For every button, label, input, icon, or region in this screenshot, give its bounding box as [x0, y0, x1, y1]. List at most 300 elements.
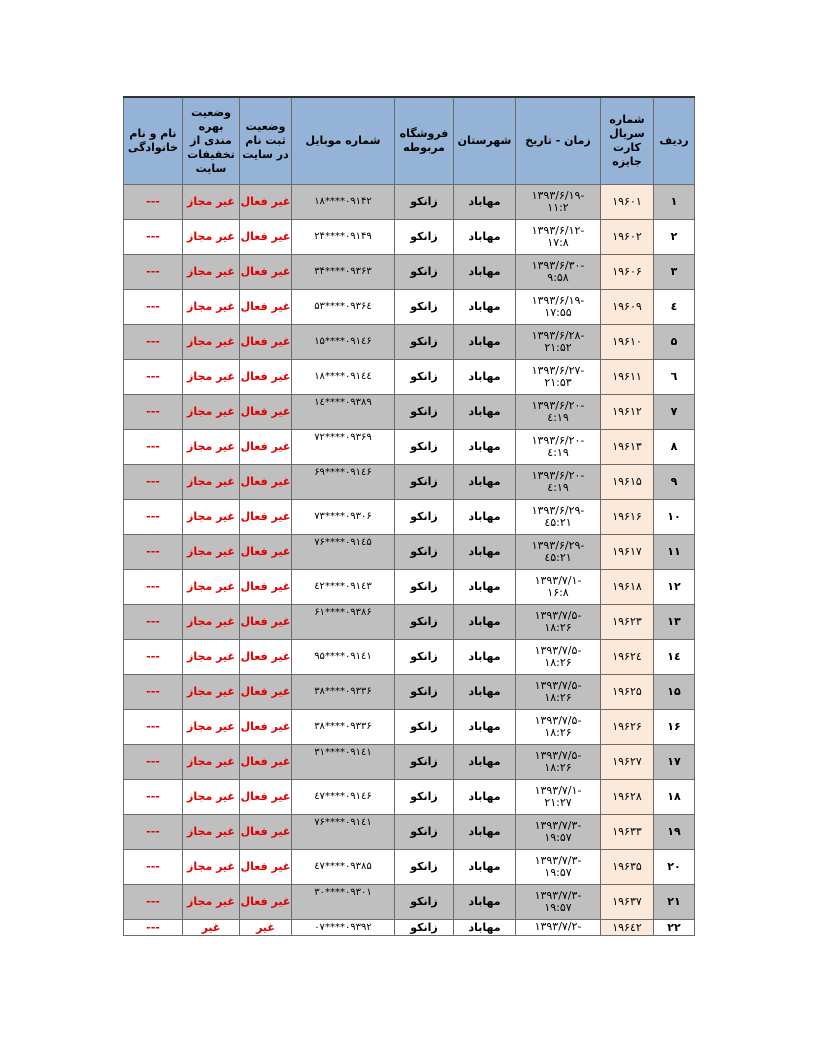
datetime-cell — [516, 675, 601, 710]
mobile-mobile-text: ۰۹۱٤٤****۱۸ — [314, 371, 372, 382]
row-number-cell — [654, 605, 695, 640]
benefit-status-benefit-text: غیر مجاز — [187, 825, 235, 838]
datetime-date-text: -۱۳۹۳/۷/۵ — [534, 609, 582, 622]
city-cell — [454, 535, 516, 570]
full-name-name-text: --- — [146, 921, 160, 934]
row-number-row-text: ۲۱ — [667, 895, 681, 908]
mobile-cell — [292, 220, 395, 255]
mobile-cell — [292, 675, 395, 710]
benefit-status-cell — [183, 395, 240, 430]
mobile-mobile-text: ۰۹۱٤۳****٤۲ — [314, 581, 372, 592]
full-name-name-text: --- — [146, 300, 160, 313]
mobile-mobile-text: ۰۹۱٤۶****۱۵ — [314, 336, 372, 347]
datetime-time-text: ۱۸:۲۶ — [544, 621, 572, 634]
full-name-cell — [124, 360, 183, 395]
registration-status-cell — [240, 570, 292, 605]
header-row-number: ردیف — [654, 97, 695, 185]
row-number-row-text: ۲۰ — [667, 860, 681, 873]
prize-card-table — [123, 96, 695, 936]
datetime-cell — [516, 745, 601, 780]
datetime-date-text: -۱۳۹۳/۶/۳۰ — [531, 259, 585, 272]
table-row — [124, 360, 695, 395]
mobile-cell — [292, 500, 395, 535]
registration-status-reg-text: غیر فعال — [240, 335, 291, 348]
store-store-text: زانکو — [410, 685, 438, 698]
registration-status-reg-text: غیر فعال — [240, 440, 291, 453]
city-city-text: مهاباد — [468, 230, 501, 243]
serial-cell — [601, 395, 654, 430]
registration-status-cell — [240, 710, 292, 745]
full-name-cell — [124, 430, 183, 465]
datetime-time-text: ۱۸:۲۶ — [544, 656, 572, 669]
datetime-time-text: ۲۱:٤۵ — [544, 516, 572, 529]
row-number-cell — [654, 850, 695, 885]
datetime-date-text: -۱۳۹۳/۷/۱ — [534, 784, 582, 797]
registration-status-cell — [240, 500, 292, 535]
mobile-cell — [292, 430, 395, 465]
table-row — [124, 255, 695, 290]
mobile-mobile-text: ۰۹۳۶۹****۷۲ — [314, 432, 372, 443]
datetime-date-text: -۱۳۹۳/۷/۲ — [534, 920, 582, 933]
full-name-cell — [124, 640, 183, 675]
datetime-cell — [516, 430, 601, 465]
header-benefit-status: وضعیت بهره مندی از تخفیفات سایت — [183, 97, 240, 185]
datetime-time-text: ۱۱:۲ — [547, 201, 569, 214]
store-cell — [395, 500, 454, 535]
store-store-text: زانکو — [410, 895, 438, 908]
store-cell — [395, 850, 454, 885]
mobile-cell — [292, 780, 395, 815]
datetime-time-text: ۱۶:۸ — [547, 586, 569, 599]
store-cell — [395, 710, 454, 745]
benefit-status-cell — [183, 325, 240, 360]
row-number-cell — [654, 745, 695, 780]
header-store: فروشگاه مربوطه — [395, 97, 454, 185]
header-registration-status: وضعیت ثبت نام در سایت — [240, 97, 292, 185]
serial-cell — [601, 605, 654, 640]
store-store-text: زانکو — [410, 650, 438, 663]
benefit-status-cell — [183, 745, 240, 780]
row-number-cell — [654, 815, 695, 850]
benefit-status-benefit-text: غیر مجاز — [187, 545, 235, 558]
serial-serial-text: ۱۹۶۱۱ — [612, 370, 642, 383]
full-name-name-text: --- — [146, 615, 160, 628]
row-number-row-text: ۱۰ — [667, 510, 681, 523]
mobile-cell — [292, 885, 395, 920]
store-cell — [395, 815, 454, 850]
registration-status-reg-text: غیر فعال — [240, 265, 291, 278]
registration-status-reg-text: غیر فعال — [240, 230, 291, 243]
full-name-cell — [124, 185, 183, 220]
full-name-name-text: --- — [146, 405, 160, 418]
full-name-cell — [124, 885, 183, 920]
store-store-text: زانکو — [410, 230, 438, 243]
full-name-name-text: --- — [146, 860, 160, 873]
table-row — [124, 570, 695, 605]
row-number-cell — [654, 325, 695, 360]
row-number-cell — [654, 920, 695, 936]
store-store-text: زانکو — [410, 265, 438, 278]
benefit-status-benefit-text: غیر مجاز — [187, 685, 235, 698]
registration-status-reg-text: غیر فعال — [240, 720, 291, 733]
full-name-cell — [124, 290, 183, 325]
full-name-cell — [124, 605, 183, 640]
serial-cell — [601, 815, 654, 850]
city-city-text: مهاباد — [468, 475, 501, 488]
datetime-time-text: ۲۱:۵۲ — [544, 341, 572, 354]
registration-status-reg-text: غیر فعال — [240, 475, 291, 488]
city-city-text: مهاباد — [468, 895, 501, 908]
city-city-text: مهاباد — [468, 921, 501, 934]
city-cell — [454, 885, 516, 920]
benefit-status-cell — [183, 605, 240, 640]
store-cell — [395, 640, 454, 675]
benefit-status-benefit-text: غیر — [201, 921, 221, 934]
store-store-text: زانکو — [410, 615, 438, 628]
row-number-cell — [654, 780, 695, 815]
registration-status-reg-text: غیر — [256, 921, 275, 934]
registration-status-reg-text: غیر فعال — [240, 860, 291, 873]
city-cell — [454, 780, 516, 815]
datetime-cell — [516, 815, 601, 850]
city-cell — [454, 395, 516, 430]
city-cell — [454, 465, 516, 500]
full-name-name-text: --- — [146, 545, 160, 558]
table-row — [124, 465, 695, 500]
full-name-name-text: --- — [146, 720, 160, 733]
serial-serial-text: ۱۹۶۳۷ — [612, 895, 642, 908]
full-name-cell — [124, 710, 183, 745]
serial-serial-text: ۱۹۶۱۸ — [612, 580, 642, 593]
benefit-status-benefit-text: غیر مجاز — [187, 580, 235, 593]
registration-status-cell — [240, 290, 292, 325]
city-city-text: مهاباد — [468, 440, 501, 453]
datetime-date-text: -۱۳۹۳/۷/۵ — [534, 714, 582, 727]
serial-cell — [601, 290, 654, 325]
full-name-name-text: --- — [146, 195, 160, 208]
registration-status-cell — [240, 185, 292, 220]
datetime-date-text: -۱۳۹۳/۶/۱۹ — [531, 294, 585, 307]
table-row — [124, 290, 695, 325]
city-cell — [454, 850, 516, 885]
datetime-date-text: -۱۳۹۳/۷/۵ — [534, 679, 582, 692]
store-store-text: زانکو — [410, 300, 438, 313]
datetime-cell — [516, 465, 601, 500]
registration-status-cell — [240, 465, 292, 500]
row-number-cell — [654, 220, 695, 255]
store-cell — [395, 780, 454, 815]
table-row — [124, 885, 695, 920]
registration-status-reg-text: غیر فعال — [240, 650, 291, 663]
datetime-date-text: -۱۳۹۳/۶/۲۰ — [531, 434, 585, 447]
row-number-cell — [654, 360, 695, 395]
datetime-cell — [516, 535, 601, 570]
full-name-cell — [124, 815, 183, 850]
store-store-text: زانکو — [410, 370, 438, 383]
header-serial: شماره سریال کارت جایزه — [601, 97, 654, 185]
serial-serial-text: ۱۹۶۲۳ — [612, 615, 642, 628]
serial-cell — [601, 430, 654, 465]
store-cell — [395, 745, 454, 780]
full-name-name-text: --- — [146, 895, 160, 908]
store-cell — [395, 605, 454, 640]
serial-cell — [601, 535, 654, 570]
row-number-row-text: ٦ — [670, 370, 678, 383]
datetime-cell — [516, 395, 601, 430]
benefit-status-benefit-text: غیر مجاز — [187, 230, 235, 243]
store-store-text: زانکو — [410, 545, 438, 558]
city-city-text: مهاباد — [468, 405, 501, 418]
full-name-cell — [124, 920, 183, 936]
registration-status-cell — [240, 640, 292, 675]
mobile-mobile-text: ۰۹۱٤۱****۷۶ — [314, 817, 372, 828]
row-number-row-text: ۱۸ — [667, 790, 681, 803]
store-store-text: زانکو — [410, 825, 438, 838]
serial-serial-text: ۱۹۶۱۵ — [612, 475, 642, 488]
datetime-time-text: ۲۱:۵۳ — [544, 376, 572, 389]
full-name-cell — [124, 745, 183, 780]
serial-serial-text: ۱۹۶۱۲ — [612, 405, 642, 418]
registration-status-reg-text: غیر فعال — [240, 510, 291, 523]
mobile-mobile-text: ۰۹۱٤۱****۹۵ — [314, 651, 372, 662]
datetime-cell — [516, 605, 601, 640]
registration-status-cell — [240, 395, 292, 430]
city-cell — [454, 640, 516, 675]
store-cell — [395, 675, 454, 710]
datetime-date-text: -۱۳۹۳/۶/۲۷ — [531, 364, 585, 377]
city-cell — [454, 745, 516, 780]
benefit-status-benefit-text: غیر مجاز — [187, 475, 235, 488]
store-store-text: زانکو — [410, 790, 438, 803]
row-number-row-text: ۸ — [670, 440, 678, 453]
serial-serial-text: ۱۹۶۲۵ — [612, 685, 642, 698]
serial-cell — [601, 780, 654, 815]
benefit-status-benefit-text: غیر مجاز — [187, 195, 235, 208]
serial-serial-text: ۱۹۶۰۶ — [612, 265, 642, 278]
benefit-status-benefit-text: غیر مجاز — [187, 300, 235, 313]
full-name-name-text: --- — [146, 475, 160, 488]
mobile-cell — [292, 640, 395, 675]
serial-cell — [601, 465, 654, 500]
benefit-status-cell — [183, 500, 240, 535]
table-row — [124, 395, 695, 430]
datetime-cell — [516, 710, 601, 745]
store-cell — [395, 570, 454, 605]
mobile-mobile-text: ۰۹۳۸۶****۶۱ — [314, 607, 372, 618]
full-name-name-text: --- — [146, 230, 160, 243]
row-number-cell — [654, 535, 695, 570]
store-store-text: زانکو — [410, 921, 438, 934]
registration-status-cell — [240, 815, 292, 850]
datetime-time-text: ۱۹:۵۷ — [544, 901, 572, 914]
benefit-status-cell — [183, 570, 240, 605]
store-cell — [395, 255, 454, 290]
city-cell — [454, 570, 516, 605]
datetime-time-text: ۲۱:۲۷ — [544, 796, 572, 809]
benefit-status-cell — [183, 920, 240, 936]
city-cell — [454, 185, 516, 220]
benefit-status-benefit-text: غیر مجاز — [187, 650, 235, 663]
serial-cell — [601, 710, 654, 745]
registration-status-reg-text: غیر فعال — [240, 300, 291, 313]
row-number-cell — [654, 465, 695, 500]
mobile-cell — [292, 745, 395, 780]
registration-status-reg-text: غیر فعال — [240, 370, 291, 383]
full-name-cell — [124, 500, 183, 535]
datetime-cell — [516, 850, 601, 885]
benefit-status-benefit-text: غیر مجاز — [187, 265, 235, 278]
store-cell — [395, 290, 454, 325]
city-cell — [454, 255, 516, 290]
city-city-text: مهاباد — [468, 580, 501, 593]
datetime-time-text: ۱۹:٤ — [547, 481, 569, 494]
row-number-row-text: ۱۳ — [667, 615, 681, 628]
datetime-date-text: -۱۳۹۳/۷/۱ — [534, 574, 582, 587]
row-number-cell — [654, 255, 695, 290]
registration-status-cell — [240, 675, 292, 710]
benefit-status-cell — [183, 850, 240, 885]
city-cell — [454, 290, 516, 325]
city-city-text: مهاباد — [468, 860, 501, 873]
mobile-mobile-text: ۰۹۱۴۹****۲۴ — [314, 231, 372, 242]
city-cell — [454, 325, 516, 360]
store-store-text: زانکو — [410, 475, 438, 488]
row-number-cell — [654, 500, 695, 535]
registration-status-cell — [240, 220, 292, 255]
mobile-cell — [292, 185, 395, 220]
city-cell — [454, 360, 516, 395]
datetime-time-text: ۹:۵۸ — [547, 271, 569, 284]
mobile-cell — [292, 920, 395, 936]
benefit-status-cell — [183, 815, 240, 850]
table-row — [124, 675, 695, 710]
row-number-row-text: ۱۱ — [667, 545, 681, 558]
serial-cell — [601, 185, 654, 220]
mobile-mobile-text: ۰۹۳۳۶****۳۸ — [314, 721, 372, 732]
benefit-status-cell — [183, 185, 240, 220]
table-row — [124, 850, 695, 885]
store-store-text: زانکو — [410, 580, 438, 593]
city-city-text: مهاباد — [468, 720, 501, 733]
row-number-cell — [654, 430, 695, 465]
mobile-mobile-text: ۰۹۱٤۶****٤۷ — [314, 791, 372, 802]
header-city: شهرستان — [454, 97, 516, 185]
full-name-cell — [124, 780, 183, 815]
mobile-mobile-text: ۰۹۳۸۵****٤۷ — [314, 861, 372, 872]
table-row — [124, 535, 695, 570]
city-city-text: مهاباد — [468, 265, 501, 278]
city-cell — [454, 500, 516, 535]
city-city-text: مهاباد — [468, 335, 501, 348]
serial-cell — [601, 220, 654, 255]
registration-status-reg-text: غیر فعال — [240, 615, 291, 628]
datetime-time-text: ۱۹:۵۷ — [544, 866, 572, 879]
benefit-status-benefit-text: غیر مجاز — [187, 510, 235, 523]
mobile-cell — [292, 535, 395, 570]
row-number-cell — [654, 640, 695, 675]
mobile-cell — [292, 570, 395, 605]
mobile-mobile-text: ۰۹۱٤۵****۷۶ — [314, 537, 372, 548]
store-store-text: زانکو — [410, 720, 438, 733]
benefit-status-cell — [183, 780, 240, 815]
header-mobile: شماره موبایل — [292, 97, 395, 185]
city-cell — [454, 605, 516, 640]
store-cell — [395, 185, 454, 220]
full-name-cell — [124, 535, 183, 570]
serial-serial-text: ۱۹۶۰۱ — [612, 195, 642, 208]
full-name-cell — [124, 570, 183, 605]
benefit-status-benefit-text: غیر مجاز — [187, 895, 235, 908]
datetime-date-text: -۱۳۹۳/۶/۲۹ — [531, 539, 585, 552]
row-number-row-text: ۲۲ — [667, 921, 681, 934]
full-name-name-text: --- — [146, 755, 160, 768]
city-city-text: مهاباد — [468, 650, 501, 663]
registration-status-reg-text: غیر فعال — [240, 895, 291, 908]
full-name-name-text: --- — [146, 440, 160, 453]
mobile-cell — [292, 605, 395, 640]
store-store-text: زانکو — [410, 405, 438, 418]
mobile-mobile-text: ۰۹۳۹۲****۰۷ — [314, 922, 372, 933]
row-number-row-text: ۱۷ — [667, 755, 681, 768]
full-name-cell — [124, 850, 183, 885]
store-store-text: زانکو — [410, 860, 438, 873]
row-number-row-text: ۱۹ — [667, 825, 681, 838]
row-number-cell — [654, 290, 695, 325]
row-number-row-text: ۹ — [670, 475, 678, 488]
datetime-date-text: -۱۳۹۳/۷/۵ — [534, 749, 582, 762]
datetime-cell — [516, 360, 601, 395]
datetime-time-text: ۱۷:۸ — [547, 236, 569, 249]
row-number-cell — [654, 885, 695, 920]
serial-serial-text: ۱۹۶٤۲ — [612, 921, 642, 934]
full-name-name-text: --- — [146, 825, 160, 838]
benefit-status-cell — [183, 675, 240, 710]
registration-status-cell — [240, 430, 292, 465]
serial-cell — [601, 325, 654, 360]
city-cell — [454, 430, 516, 465]
table-row — [124, 500, 695, 535]
mobile-cell — [292, 290, 395, 325]
full-name-cell — [124, 325, 183, 360]
table-row — [124, 920, 695, 936]
datetime-time-text: ۱۷:۵۵ — [544, 306, 572, 319]
benefit-status-cell — [183, 465, 240, 500]
row-number-row-text: ۲ — [670, 230, 678, 243]
datetime-cell — [516, 290, 601, 325]
registration-status-cell — [240, 360, 292, 395]
datetime-cell — [516, 570, 601, 605]
header-full-name: نام و نام خانوادگی — [124, 97, 183, 185]
registration-status-reg-text: غیر فعال — [240, 685, 291, 698]
datetime-date-text: -۱۳۹۳/۶/۲۸ — [531, 329, 585, 342]
datetime-time-text: ۱۸:۲۶ — [544, 691, 572, 704]
city-city-text: مهاباد — [468, 825, 501, 838]
store-cell — [395, 465, 454, 500]
benefit-status-cell — [183, 360, 240, 395]
city-cell — [454, 815, 516, 850]
row-number-cell — [654, 185, 695, 220]
city-city-text: مهاباد — [468, 755, 501, 768]
datetime-time-text: ۱۹:٤ — [547, 446, 569, 459]
registration-status-cell — [240, 745, 292, 780]
serial-serial-text: ۱۹۶۱۶ — [612, 510, 642, 523]
mobile-cell — [292, 815, 395, 850]
full-name-name-text: --- — [146, 510, 160, 523]
store-cell — [395, 220, 454, 255]
benefit-status-cell — [183, 430, 240, 465]
benefit-status-benefit-text: غیر مجاز — [187, 405, 235, 418]
row-number-row-text: ۱٤ — [667, 650, 681, 663]
